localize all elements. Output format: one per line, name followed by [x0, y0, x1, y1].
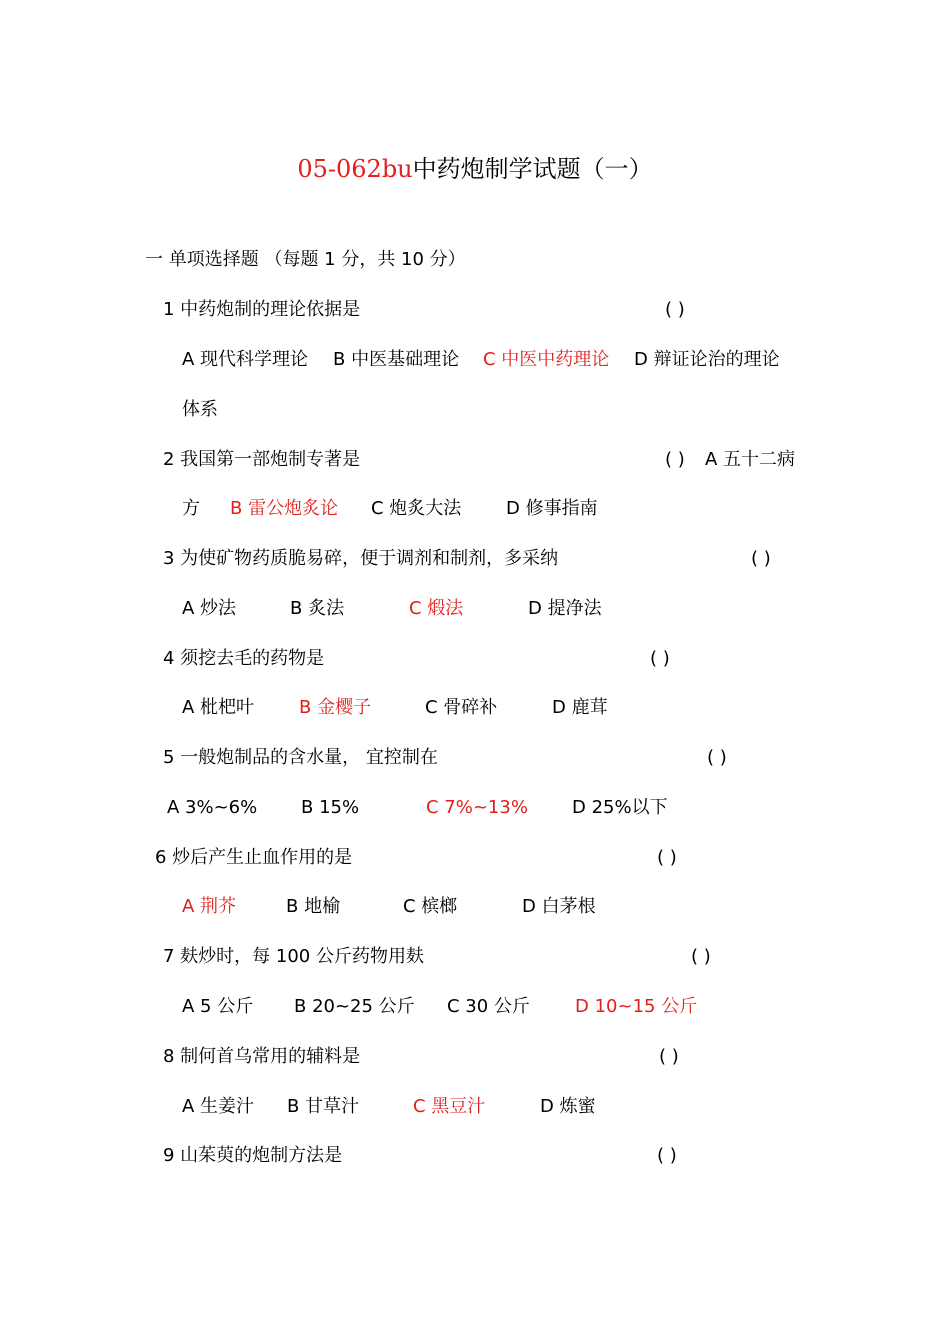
option-row	[182, 596, 882, 622]
question-stem	[163, 1044, 863, 1070]
question-stem	[163, 546, 863, 572]
answer-bracket: ( )	[650, 648, 670, 669]
option: C 炮炙大法	[371, 498, 462, 519]
question-stem-text: 4 须挖去毛的药物是	[163, 648, 325, 669]
answer-bracket: ( )	[665, 299, 685, 320]
option-row	[182, 994, 882, 1020]
question-stem-text: 9 山茱萸的炮制方法是	[163, 1145, 343, 1166]
question-stem-text: 1 中药炮制的理论依据是	[163, 299, 361, 320]
answer-bracket: ( )	[659, 1046, 679, 1067]
question-stem-text: 8 制何首乌常用的辅料是	[163, 1046, 361, 1067]
option-wrap: 体系	[182, 399, 218, 420]
option: B 15%	[301, 797, 360, 818]
option-row	[182, 347, 882, 373]
answer-bracket: ( )	[707, 747, 727, 768]
question-stem-text: 2 我国第一部炮制专著是	[163, 449, 361, 470]
option: C 30 公斤	[447, 996, 530, 1017]
question-stem	[163, 944, 863, 970]
option: C 骨碎补	[425, 697, 498, 718]
option: A 5 公斤	[182, 996, 254, 1017]
option: A 现代科学理论	[182, 349, 309, 370]
option-answer: C 7%~13%	[426, 797, 528, 818]
question-stem	[163, 646, 863, 672]
option: B 甘草汁	[287, 1096, 360, 1117]
question-stem	[163, 447, 863, 473]
page-title	[0, 152, 950, 186]
option: D 修事指南	[506, 498, 598, 519]
option: B 20~25 公斤	[294, 996, 415, 1017]
answer-bracket: ( )	[751, 548, 771, 569]
option: A 炒法	[182, 598, 237, 619]
question-stem-text: 7 麸炒时，每 100 公斤药物用麸	[163, 946, 424, 967]
answer-bracket: ( )	[657, 1145, 677, 1166]
option: D 鹿茸	[552, 697, 608, 718]
question-stem-text: 5 一般炮制品的含水量， 宜控制在	[163, 747, 438, 768]
option: 方	[182, 498, 200, 519]
option-answer: C 中医中药理论	[483, 349, 610, 370]
answer-bracket: ( )	[657, 847, 677, 868]
option: C 槟榔	[403, 896, 458, 917]
stem-tail: A 五十二病	[705, 449, 796, 470]
option: D 25%以下	[572, 797, 668, 818]
option-answer: B 雷公炮炙论	[230, 498, 339, 519]
question-stem	[163, 297, 863, 323]
option-row	[182, 1094, 882, 1120]
option: A 生姜汁	[182, 1096, 255, 1117]
title-text: 中药炮制学试题（一）	[412, 155, 653, 183]
option-row	[167, 795, 867, 821]
option-row	[182, 496, 882, 522]
option-answer: C 黑豆汁	[413, 1096, 486, 1117]
option: D 提净法	[528, 598, 602, 619]
title-code: 05-062bu	[297, 155, 413, 183]
option-answer: A 荆芥	[182, 896, 237, 917]
question-stem-text: 6 炒后产生止血作用的是	[155, 847, 353, 868]
option-answer: B 金樱子	[299, 697, 372, 718]
question-stem	[155, 845, 855, 871]
answer-bracket: ( )	[665, 449, 685, 470]
option-answer: C 煅法	[409, 598, 464, 619]
option: B 炙法	[290, 598, 345, 619]
option: B 地榆	[286, 896, 341, 917]
section-heading: 一 单项选择题 （每题 1 分，共 10 分）	[145, 249, 466, 270]
option: A 枇杷叶	[182, 697, 255, 718]
option-row	[182, 695, 882, 721]
option: D 辩证论治的理论	[634, 349, 780, 370]
option-row	[182, 894, 882, 920]
option: B 中医基础理论	[333, 349, 460, 370]
question-stem	[163, 745, 863, 771]
option: A 3%~6%	[167, 797, 258, 818]
option: D 炼蜜	[540, 1096, 596, 1117]
answer-bracket: ( )	[691, 946, 711, 967]
question-stem	[163, 1143, 863, 1169]
question-stem-text: 3 为使矿物药质脆易碎，便于调剂和制剂，多采纳	[163, 548, 559, 569]
option: D 白茅根	[522, 896, 596, 917]
option-answer: D 10~15 公斤	[575, 996, 698, 1017]
